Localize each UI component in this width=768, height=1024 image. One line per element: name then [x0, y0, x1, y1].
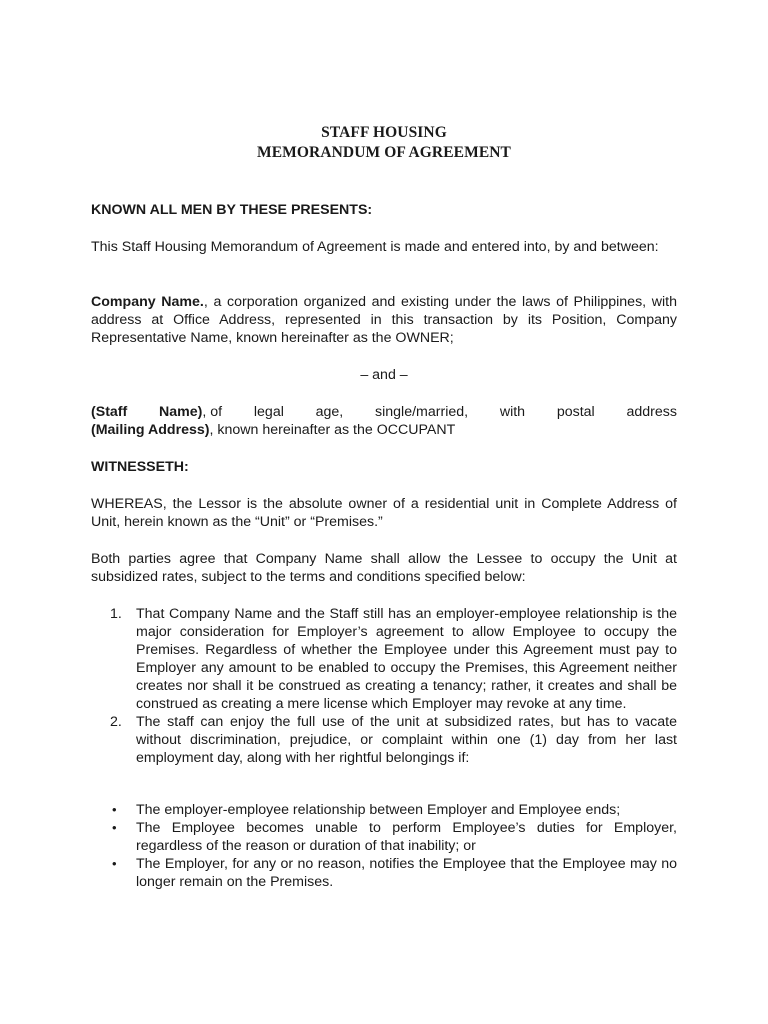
staff-word-legal: legal — [253, 404, 284, 420]
staff-first-line — [91, 403, 677, 421]
and-separator: – and – — [360, 367, 408, 383]
title-line-2: MEMORANDUM OF AGREEMENT — [256, 144, 512, 161]
bullet-item — [91, 855, 677, 891]
company-paragraph — [91, 293, 677, 347]
witnesseth-heading: WITNESSETH: — [91, 459, 189, 475]
whereas-paragraph: WHEREAS, the Lessor is the absolute owner of a residential unit in Complete Address of Unit, herein known as the “Unit” or “Premises.” — [91, 496, 677, 530]
list-item — [91, 713, 677, 767]
numbered-list — [91, 605, 677, 767]
both-parties-paragraph: Both parties agree that Company Name shall allow the Lessee to occupy the Unit at subsidized rates, subject to the terms and conditions specified below: — [91, 551, 677, 585]
company-name: Company Name. — [91, 294, 204, 310]
staff-word-address: address — [626, 404, 677, 420]
company-text: , a corporation organized and existing under the laws of Philippines, with address at Office Address, represented in this transaction by its Position, Company Representative Name, known hereinafter as the OWNER; — [91, 294, 677, 346]
mailing-address: (Mailing Address) — [91, 422, 210, 438]
bullet-list — [91, 801, 677, 891]
staff-name-group — [159, 403, 222, 421]
bullet-icon: • — [112, 820, 117, 835]
bullet-text: The Employer, for any or no reason, notifies the Employee that the Employee may no longer remain on the Premises. — [136, 856, 677, 890]
staff-tail: , known hereinafter as the OCCUPANT — [209, 422, 456, 438]
list-number: 2. — [110, 714, 122, 730]
bullet-item — [91, 819, 677, 855]
staff-word-postal: postal — [556, 404, 595, 420]
staff-word-2: Name) — [159, 404, 203, 420]
title-line-1: STAFF HOUSING — [321, 124, 447, 141]
staff-word-1: (Staff — [91, 404, 128, 420]
list-number: 1. — [110, 606, 122, 622]
staff-word-status: single/married, — [375, 404, 469, 420]
known-heading: KNOWN ALL MEN BY THESE PRESENTS: — [91, 202, 373, 218]
bullet-icon: • — [112, 802, 117, 817]
staff-paragraph — [91, 403, 677, 439]
staff-word-age: age, — [315, 404, 344, 420]
bullet-icon: • — [112, 856, 117, 871]
list-item — [91, 605, 677, 713]
staff-word-of: , of — [202, 404, 223, 420]
bullet-text: The Employee becomes unable to perform Employee’s duties for Employer, regardless of the reason or duration of that inability; or — [136, 820, 677, 854]
list-item-text: The staff can enjoy the full use of the unit at subsidized rates, but has to vacate without discrimination, prejudice, or complaint within one (1) day from her last employment day, along with her rightful belongings if: — [136, 714, 677, 766]
bullet-text: The employer-employee relationship between Employer and Employee ends; — [136, 802, 621, 818]
intro-paragraph: This Staff Housing Memorandum of Agreement is made and entered into, by and between: — [91, 239, 659, 255]
staff-word-with: with — [499, 404, 526, 420]
list-item-text: That Company Name and the Staff still has an employer-employee relationship is the major consideration for Employer’s agreement to allow Employee to occupy the Premises. Regardless of whether the Employee under this Agreement must pay to Employer any amount to be enabled to occupy the Premises, this Agreement neither creates nor shall it be construed as creating a tenancy; rather, it creates and shall be construed as creating a mere license which Employer may revoke at any time. — [136, 606, 677, 712]
staff-second-line — [91, 421, 677, 439]
bullet-item — [91, 801, 677, 819]
